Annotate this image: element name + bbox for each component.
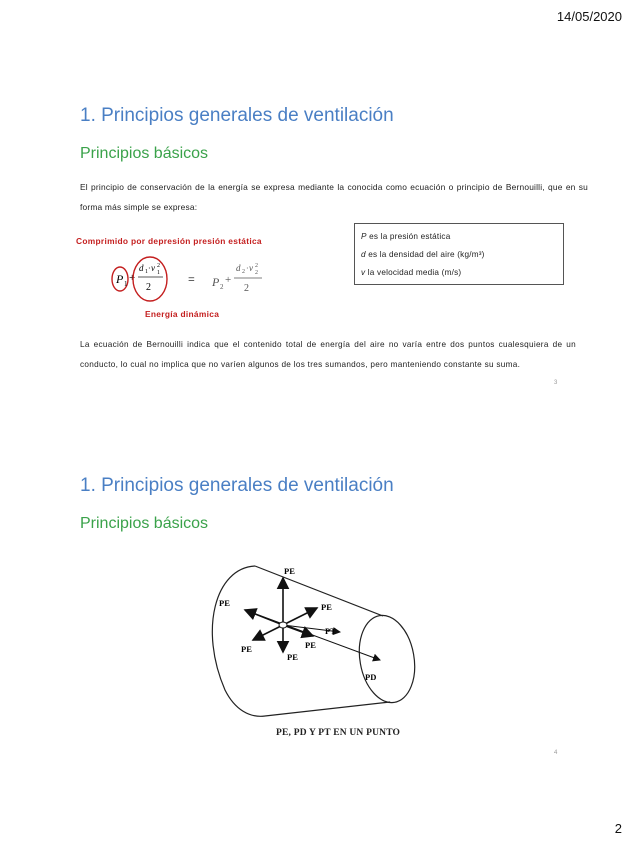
slide-bernoulli-equation bbox=[0, 95, 636, 415]
pe-label-bottom-right: PE bbox=[305, 640, 316, 650]
slide-number-mark: 4 bbox=[554, 750, 558, 756]
definition-row: v la velocidad media (m/s) bbox=[361, 268, 462, 277]
svg-text:·: · bbox=[148, 264, 151, 273]
svg-text:+: + bbox=[129, 272, 136, 284]
slide-title: 1. Principios generales de ventilación bbox=[80, 105, 394, 126]
svg-text:2: 2 bbox=[242, 269, 245, 275]
duct-pressure-diagram bbox=[205, 560, 425, 725]
svg-text:v: v bbox=[151, 263, 155, 273]
svg-text:1: 1 bbox=[157, 270, 160, 276]
bernoulli-formula bbox=[108, 253, 288, 305]
svg-text:d: d bbox=[236, 263, 241, 273]
header-date: 14/05/2020 bbox=[556, 9, 622, 24]
definitions-box bbox=[354, 223, 564, 285]
slide-subtitle: Principios básicos bbox=[80, 145, 209, 162]
svg-text:·: · bbox=[246, 264, 249, 273]
diagram-caption: PE, PD Y PT EN UN PUNTO bbox=[276, 728, 401, 738]
slide-pressure-diagram bbox=[0, 465, 636, 795]
intro-paragraph: El principio de conservación de la energía se expresa mediante la conocida como ecuación o principio de Bernouilli, que en su forma más simple se expresa: bbox=[80, 182, 588, 212]
svg-text:1: 1 bbox=[124, 280, 128, 288]
pe-label-right: PE bbox=[321, 602, 332, 612]
svg-text:2: 2 bbox=[157, 263, 160, 269]
svg-text:2: 2 bbox=[146, 282, 151, 293]
slide-subtitle: Principios básicos bbox=[80, 515, 209, 532]
svg-text:d: d bbox=[139, 263, 144, 273]
svg-text:P: P bbox=[116, 272, 124, 286]
pt-label: PT bbox=[325, 626, 336, 636]
svg-text:v: v bbox=[249, 263, 253, 273]
svg-text:2: 2 bbox=[255, 263, 258, 269]
pe-label-bottom: PE bbox=[287, 652, 298, 662]
svg-text:=: = bbox=[188, 272, 195, 286]
slide-title: 1. Principios generales de ventilación bbox=[80, 475, 394, 496]
svg-text:1: 1 bbox=[145, 269, 148, 275]
page-number: 2 bbox=[614, 821, 622, 836]
pe-label-top: PE bbox=[284, 566, 295, 576]
slide-number-mark: 3 bbox=[554, 380, 558, 386]
pe-label-bottom-left: PE bbox=[241, 644, 252, 654]
svg-text:+: + bbox=[225, 274, 232, 286]
svg-text:P: P bbox=[212, 275, 220, 289]
svg-text:2: 2 bbox=[244, 283, 249, 294]
definition-row: d es la densidad del aire (kg/m³) bbox=[361, 250, 485, 259]
explanation-paragraph: La ecuación de Bernouilli indica que el contenido total de energía del aire no varía entre dos puntos cualesquiera de un conducto, lo cual no implica que no varíen algunos de los tres sumandos, pero manteniendo constante su suma. bbox=[80, 340, 576, 369]
pd-label: PD bbox=[365, 672, 377, 682]
dynamic-energy-label: Energía dinámica bbox=[145, 309, 220, 319]
svg-text:2: 2 bbox=[255, 270, 258, 276]
pe-label-left: PE bbox=[219, 598, 230, 608]
definition-row: P es la presión estática bbox=[361, 232, 451, 241]
static-pressure-label: Comprimido por depresión presión estática bbox=[76, 236, 262, 246]
svg-text:2: 2 bbox=[220, 283, 224, 291]
